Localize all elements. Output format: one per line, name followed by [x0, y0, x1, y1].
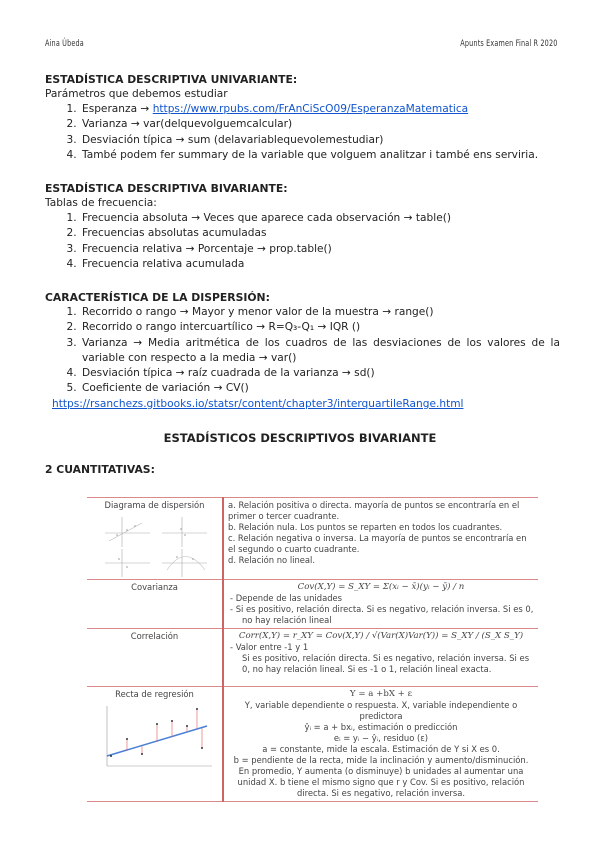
section-intro: Tablas de frecuencia:	[45, 197, 157, 209]
cell-line: d. Relación no lineal.	[228, 555, 316, 565]
list-item: 1. Recorrido o rango → Mayor y menor valor de la muestra → range()	[80, 305, 560, 320]
list-item: 2. Varianza → var(delquevolguemcalcular)	[80, 117, 565, 132]
cell-line: a. Relación positiva o directa. mayoría de puntos se encontraría en el primer o tercer cuadrante.	[228, 500, 520, 521]
row-label: Recta de regresión	[115, 689, 194, 699]
item-text: Esperanza →	[82, 103, 153, 115]
covariance-formula: Cov(X,Y) = S_XY = Σ(xᵢ − x̄)(yᵢ − ȳ) / n	[297, 582, 465, 592]
section2-title: ESTADÍSTICOS DESCRIPTIVOS BIVARIANTE	[163, 431, 437, 445]
dispersion-list	[45, 305, 560, 397]
section2-subtitle: 2 CUANTITATIVAS:	[45, 463, 155, 476]
list-item: 3. Frecuencia relativa → Porcentaje → prop.table()	[80, 242, 565, 257]
list-item: 1. Frecuencia absoluta → Veces que aparece cada observación → table()	[80, 211, 565, 226]
cell-line: ŷᵢ = a + bxᵢ, estimación o predicción	[304, 722, 458, 732]
section-title: CARACTERÍSTICA DE LA DISPERSIÓN:	[45, 291, 270, 304]
scatter-diagrams-image	[97, 515, 212, 577]
header-author: Aina Úbeda	[45, 39, 84, 49]
summary-table	[87, 497, 538, 802]
correlation-formula: Corr(X,Y) = r_XY = Cov(X,Y) / √(Var(X)Var(Y)) = S_XY / (S_X S_Y)	[238, 631, 524, 641]
row-label: Diagrama de dispersión	[104, 500, 205, 510]
cell-line: eᵢ = yᵢ − ŷᵢ, residuo (ε)	[333, 733, 429, 743]
list-item: 4. Frecuencia relativa acumulada	[80, 257, 565, 272]
regression-formula: Y = a +bX + ε	[349, 689, 413, 699]
regression-plot-image	[97, 704, 212, 774]
cell-line: Y, variable dependiente o respuesta. X, variable independiente o predictora	[244, 700, 518, 721]
parameter-list	[45, 102, 565, 163]
list-item: 4. Desviación típica → raíz cuadrada de la varianza → sd()	[80, 366, 560, 381]
section-title: ESTADÍSTICA DESCRIPTIVA BIVARIANTE:	[45, 182, 288, 195]
section-dispersion	[45, 290, 560, 412]
list-item: 2. Recorrido o rango intercuartílico → R=Q₃-Q₁ → IQR ()	[80, 320, 560, 335]
cell-line: a = constante, mide la escala. Estimación de Y si X es 0.	[262, 744, 500, 754]
iqr-link[interactable]: https://rsanchezs.gitbooks.io/statsr/content/chapter3/interquartileRange.html	[52, 397, 464, 410]
list-item: 2. Frecuencias absolutas acumuladas	[80, 226, 565, 241]
list-item: 5. Coeficiente de variación → CV()	[80, 381, 560, 396]
row-label: Covarianza	[87, 580, 223, 629]
list-item: 4. També podem fer summary de la variable que volguem analitzar i també ens serviria.	[80, 148, 565, 163]
bullet: - Si es positivo, relación directa. Si es negativo, relación inversa. Si es 0, no hay relación lineal	[230, 604, 534, 625]
list-item: 3. Varianza → Media aritmética de los cuadros de las desviaciones de los valores de la variable con respecto a la media → var()	[80, 336, 560, 367]
table-row	[87, 498, 538, 580]
esperanza-link[interactable]: https://www.rpubs.com/FrAnCiScO09/EsperanzaMatematica	[152, 103, 469, 115]
section-title: ESTADÍSTICA DESCRIPTIVA UNIVARIANTE:	[45, 73, 298, 86]
table-row	[87, 580, 538, 629]
section-intro: Parámetros que debemos estudiar	[45, 88, 228, 100]
list-item: 3. Desviación típica → sum (delavariablequevolemestudiar)	[80, 133, 565, 148]
table-row	[87, 629, 538, 687]
bullet-continuation: Si es positivo, relación directa. Si es negativo, relación inversa. Si es 0, no hay relación lineal. Si es -1 o 1, relación lineal exacta.	[242, 653, 530, 674]
row-label: Correlación	[87, 629, 223, 687]
cell-line: b. Relación nula. Los puntos se reparten en todos los cuadrantes.	[228, 522, 503, 532]
bullet: - Valor entre -1 y 1	[230, 642, 309, 652]
table-row	[87, 687, 538, 802]
cell-line: b = pendiente de la recta, mide la inclinación y aumento/disminución. En promedio, Y aumenta (o disminuye) b unidades al aumentar una unidad X. b tiene el mismo signo que r y Cov. Si es positivo, relación directa. Si es negativo, relación inversa.	[233, 755, 529, 798]
section-univariante	[45, 72, 565, 163]
cell-line: c. Relación negativa o inversa. La mayoría de puntos se encontraría en el segundo o cuarto cuadrante.	[228, 533, 527, 554]
frequency-list	[45, 211, 565, 272]
header-title: Apunts Examen Final R 2020	[460, 39, 558, 49]
bullet: - Depende de las unidades	[230, 593, 343, 603]
section-bivariante	[45, 181, 565, 272]
list-item	[80, 102, 565, 117]
